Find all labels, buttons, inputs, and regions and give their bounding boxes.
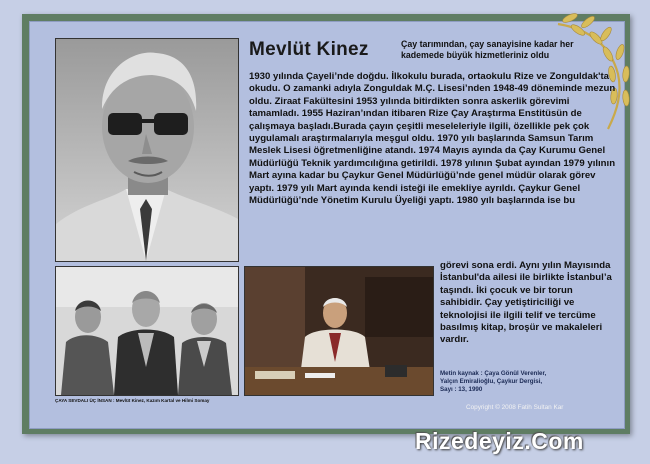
source-line: Metin kaynak : Çaya Gönül Verenler, <box>440 370 547 377</box>
tagline: Çay tarımından, çay sanayisine kadar her kademede büyük hizmetleriniz oldu <box>401 39 574 60</box>
biography-text: 1930 yılında Çayeli’nde doğdu. İlkokulu burada, ortaokulu Rize ve Zonguldak'ta okudu. O zamanki adıyla Zonguldak M.Ç. Lisesi’nden 1948-49 döneminde mezun oldu. Ziraat Fakültesini 1953 yılında bitirdikten sonra askerlik görevimi tamamladı. 1955 Haziran’ından itibaren Rize Çay Araştırma Enstitüsün de çalışmaya başladı.Burada çayın çeşitli meseleleriyle ilgili, özellikle pek çok uygulamalı araştırmalarıyla meşgul oldu. 1970 yılı başlarında Samsun Tarım Meslek Lisesi öğretmenliğine atandı. 1974 Mayıs ayında da Çay Kurumu Genel Müdürlüğü Teknik yardımcılığına getirildi. 1978 yılının Şubat ayından 1979 yılının Mart ayına kadar bu Çaykur Genel Müdürlüğü’nde genel müdür olarak görev yaptı. 1979 yılı Mart ayında kendi isteği ile emekliye ayrıldı. Çaykur Genel Müdürlüğü’nde Yönetim Kurulu Üyeliği yaptı. 1980 yılı başlarında ise bu <box>249 71 616 207</box>
page-title: Mevlüt Kinez <box>249 39 369 60</box>
source-line: Sayı : 13, 1990 <box>440 386 483 394</box>
biography-text-continued: görevi sona erdi. Aynı yılın Mayısında İstanbul'da ailesi ile birlikte İstanbul’a taşındı. İki çocuk ve bir torun sahibidir. Çay yetiştiriciliği ve teknolojisi ile ilgili telif ve tercüme basılmış kitap, broşür ve makaleleri vardır. <box>440 260 612 346</box>
portrait-photo <box>55 38 239 262</box>
group-photo <box>55 266 239 396</box>
office-desk-photo <box>244 266 434 396</box>
source-citation <box>440 370 620 395</box>
group-photo-caption: ÇAYA SEVDALI ÜÇ İNSAN : Mevlüt Kinez, Kazım Kartal ve Hilmi Somay <box>55 398 210 403</box>
site-watermark: Rizedeyiz.Com <box>415 428 584 454</box>
copyright-notice: Copyright © 2008 Fatih Sultan Kar <box>466 404 564 411</box>
source-line: Yalçın Emiralioğlu, Çaykur Dergisi, <box>440 378 543 386</box>
